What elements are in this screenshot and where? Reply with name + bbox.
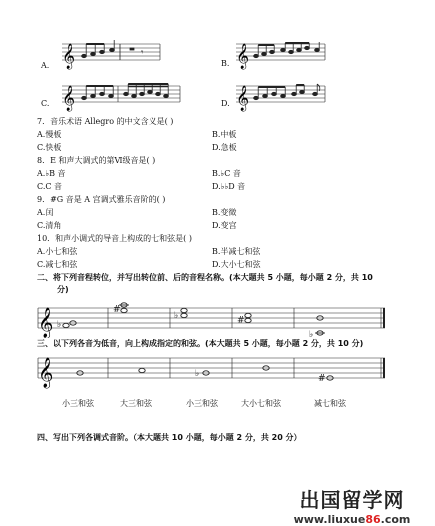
q8-stem: 8．E 和声大调式的第Ⅵ级音是( ) xyxy=(37,156,156,165)
staff-d xyxy=(236,86,325,102)
q6-option-b-label: B. xyxy=(221,59,230,68)
svg-text:𝄾: 𝄾 xyxy=(141,48,144,58)
q10-option-a: A.小七和弦 xyxy=(37,247,78,256)
svg-text:#: # xyxy=(318,374,326,384)
q6-staves xyxy=(0,0,435,112)
q9-stem: 9．#G 音是 A 宫调式雅乐音阶的( ) xyxy=(37,195,166,204)
watermark-site-name: 出国留学网 xyxy=(299,488,405,512)
q7-option-b: B.中板 xyxy=(212,130,237,139)
notes-c xyxy=(82,84,169,100)
svg-text:♭: ♭ xyxy=(309,330,314,338)
q9-option-d: D.变宫 xyxy=(212,221,237,230)
notes-d xyxy=(254,84,320,100)
chord-label-2: 大三和弦 xyxy=(120,399,152,408)
treble-clef-a: 𝄞 xyxy=(62,44,76,69)
watermark xyxy=(272,484,432,526)
section-2-staff xyxy=(0,296,435,338)
q10-stem: 10．和声小调式的导音上构成的七和弦是( ) xyxy=(37,234,192,243)
treble-clef-d: 𝄞 xyxy=(236,86,250,111)
treble-clef-section-3: 𝄞 xyxy=(38,358,54,388)
section-3-staff xyxy=(0,350,435,390)
treble-clef-c: 𝄞 xyxy=(62,86,76,111)
svg-text:♭: ♭ xyxy=(57,320,62,330)
treble-clef-b: 𝄞 xyxy=(236,44,250,69)
q7-option-d: D.急板 xyxy=(212,143,237,152)
notes-b xyxy=(254,42,320,58)
section-4-heading: 四、写出下列各调式音阶。（本大题共 10 小题，每小题 2 分，共 20 分） xyxy=(37,433,302,442)
q6-option-d-label: D. xyxy=(221,99,230,108)
chord-label-1: 小三和弦 xyxy=(62,399,94,408)
svg-text:#: # xyxy=(237,316,245,326)
svg-text:♭: ♭ xyxy=(174,311,179,321)
chord-label-3: 小三和弦 xyxy=(186,399,218,408)
q7-option-a: A.慢板 xyxy=(37,130,62,139)
q8-option-b: B.♭C 音 xyxy=(212,169,241,178)
q7-option-c: C.快板 xyxy=(37,143,62,152)
q8-option-d: D.♭♭D 音 xyxy=(212,182,246,191)
svg-text:♭: ♭ xyxy=(195,369,200,379)
q8-option-a: A.♭B 音 xyxy=(37,169,66,178)
q10-option-c: C.减七和弦 xyxy=(37,260,78,269)
treble-clef-section-2: 𝄞 xyxy=(38,308,54,338)
q6-option-c-label: C. xyxy=(41,99,50,108)
q8-option-c: C.C 音 xyxy=(37,182,63,191)
notes-a xyxy=(82,40,144,60)
q9-option-b: B.变徵 xyxy=(212,208,237,217)
svg-text:#: # xyxy=(113,305,121,315)
staff-b xyxy=(236,44,325,60)
section-2-heading: 二、将下列音程转位，并写出转位前、后的音程名称。(本大题共 5 小题，每小题 2 分，共 10 分) xyxy=(37,273,373,294)
q6-option-a-label: A. xyxy=(41,61,50,70)
q9-option-a: A.闰 xyxy=(37,208,54,217)
q9-option-c: C.清角 xyxy=(37,221,62,230)
q7-stem: 7．音乐术语 Allegro 的中文含义是( ) xyxy=(37,117,174,126)
staff-c xyxy=(62,86,180,102)
section-3-heading: 三、以下列各音为低音，向上构成指定的和弦。(本大题共 5 小题，每小题 2 分，共 10 分) xyxy=(37,339,364,348)
section-3-bass-notes xyxy=(77,366,333,384)
watermark-url: www.liuxue86.com xyxy=(293,513,411,526)
chord-label-4: 大小七和弦 xyxy=(241,399,281,408)
q10-option-b: B.半减七和弦 xyxy=(212,247,261,256)
chord-label-5: 减七和弦 xyxy=(314,399,346,408)
q10-option-d: D.大小七和弦 xyxy=(212,260,261,269)
